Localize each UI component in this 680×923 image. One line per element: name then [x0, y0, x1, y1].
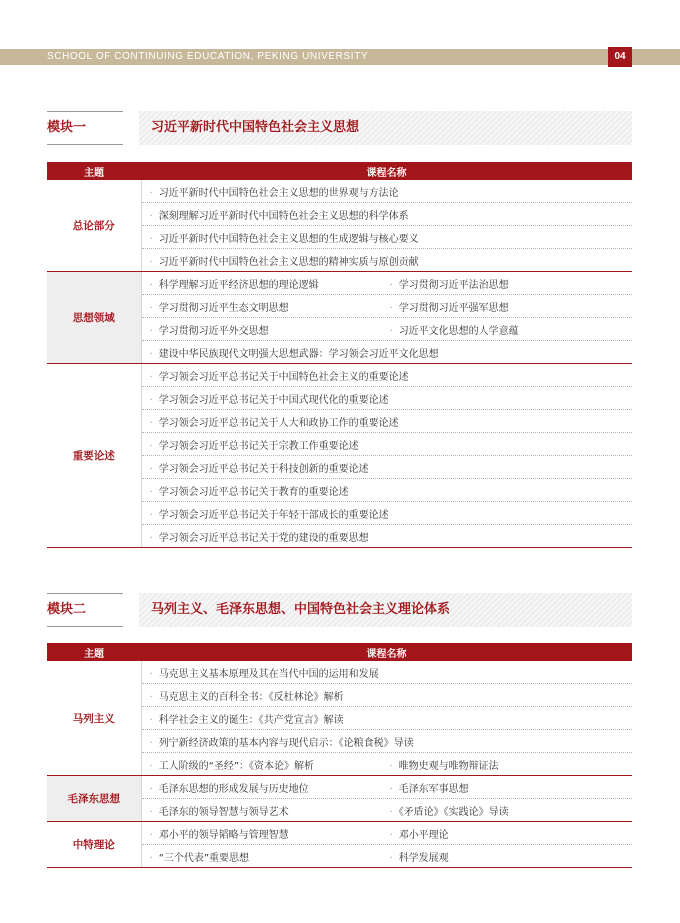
topic-cell: 中特理论: [47, 822, 141, 868]
course-title: · 马克思主义基本原理及其在当代中国的运用和发展: [142, 665, 379, 680]
table-header-row: [47, 162, 632, 180]
course-cell: [141, 295, 632, 318]
course-title: · 学习领会习近平总书记关于中国式现代化的重要论述: [142, 391, 389, 406]
course-title: · 科学理解习近平经济思想的理论逻辑: [142, 276, 382, 291]
course-cell: [141, 707, 632, 730]
course-cell: [141, 799, 632, 822]
module-2-title: 马列主义、毛泽东思想、中国特色社会主义理论体系: [151, 602, 451, 617]
school-name: SCHOOL OF CONTINUING EDUCATION, PEKING UNIVERSITY: [47, 51, 369, 62]
module-1-title: 习近平新时代中国特色社会主义思想: [151, 120, 360, 135]
course-cell: [141, 456, 632, 479]
course-title: · 学习领会习近平总书记关于宗教工作重要论述: [142, 437, 359, 452]
course-cell: [141, 730, 632, 753]
table-row: [47, 822, 632, 845]
course-title: · 邓小平的领导韬略与管理智慧: [142, 826, 382, 841]
module-2-rule-bottom: [47, 626, 123, 627]
module-1-label: 模块一: [47, 120, 87, 135]
course-title: · “三个代表”重要思想: [142, 849, 382, 864]
course-title: · 科学发展观: [382, 849, 449, 864]
course-title: · 唯物史观与唯物辩证法: [382, 757, 499, 772]
course-cell: [141, 249, 632, 272]
course-cell: [141, 364, 632, 387]
col-topic-header: 主题: [47, 643, 141, 661]
course-cell: [141, 845, 632, 868]
module-2-label: 模块二: [47, 602, 87, 617]
course-title: · 科学社会主义的诞生：《共产党宣言》解读: [142, 711, 344, 726]
module-2-rule-top: [47, 593, 123, 594]
module-1-course-table: [47, 162, 632, 548]
course-cell: [141, 753, 632, 776]
course-cell: [141, 776, 632, 799]
course-title: · 建设中华民族现代文明强大思想武器：学习领会习近平文化思想: [142, 345, 439, 360]
table-row: [47, 180, 632, 203]
table-header-row: [47, 643, 632, 661]
table-row: [47, 661, 632, 684]
course-title: · 习近平新时代中国特色社会主义思想的精神实质与原创贡献: [142, 253, 419, 268]
col-course-header: 课程名称: [141, 643, 632, 661]
course-cell: [141, 502, 632, 525]
course-cell: [141, 272, 632, 295]
course-title: · 工人阶级的“圣经”：《资本论》解析: [142, 757, 382, 772]
course-title: · 学习领会习近平总书记关于中国特色社会主义的重要论述: [142, 368, 409, 383]
course-title: · 邓小平理论: [382, 826, 449, 841]
module-2-course-table: [47, 643, 632, 868]
table-row: [47, 272, 632, 295]
course-cell: [141, 822, 632, 845]
course-cell: [141, 433, 632, 456]
module-1-rule-top: [47, 111, 123, 112]
course-cell: [141, 525, 632, 548]
course-title: · 习近平新时代中国特色社会主义思想的生成逻辑与核心要义: [142, 230, 419, 245]
course-title: · 学习领会习近平总书记关于教育的重要论述: [142, 483, 349, 498]
topic-cell: 毛泽东思想: [47, 776, 141, 822]
course-cell: [141, 180, 632, 203]
course-cell: [141, 661, 632, 684]
topic-cell: 重要论述: [47, 364, 141, 548]
course-title: · 毛泽东思想的形成发展与历史地位: [142, 780, 382, 795]
table-row: [47, 776, 632, 799]
course-title: · 学习贯彻习近平法治思想: [382, 276, 509, 291]
course-title: · 毛泽东的领导智慧与领导艺术: [142, 803, 382, 818]
course-title: · 学习领会习近平总书记关于党的建设的重要思想: [142, 529, 369, 544]
course-cell: [141, 387, 632, 410]
course-cell: [141, 226, 632, 249]
col-course-header: 课程名称: [141, 162, 632, 180]
course-cell: [141, 341, 632, 364]
module-1-heading: [47, 111, 632, 145]
course-cell: [141, 203, 632, 226]
table-row: [47, 364, 632, 387]
course-title: · 习近平文化思想的人学意蕴: [382, 322, 519, 337]
page-number: 04: [608, 47, 632, 67]
course-cell: [141, 318, 632, 341]
course-title: · 学习贯彻习近平强军思想: [382, 299, 509, 314]
course-cell: [141, 479, 632, 502]
course-title: · 学习贯彻习近平生态文明思想: [142, 299, 382, 314]
course-cell: [141, 684, 632, 707]
course-title: · 学习领会习近平总书记关于年轻干部成长的重要论述: [142, 506, 389, 521]
course-title: · 马克思主义的百科全书：《反杜林论》解析: [142, 688, 344, 703]
course-cell: [141, 410, 632, 433]
course-title: · 列宁新经济政策的基本内容与现代启示：《论粮食税》导读: [142, 734, 414, 749]
module-2-heading: [47, 593, 632, 627]
course-title: · 深刻理解习近平新时代中国特色社会主义思想的科学体系: [142, 207, 409, 222]
course-title: · 习近平新时代中国特色社会主义思想的世界观与方法论: [142, 184, 399, 199]
course-title: · 学习贯彻习近平外交思想: [142, 322, 382, 337]
col-topic-header: 主题: [47, 162, 141, 180]
course-title: · 《矛盾论》《实践论》导读: [382, 803, 509, 818]
topic-cell: 马列主义: [47, 661, 141, 776]
topic-cell: 总论部分: [47, 180, 141, 272]
course-title: · 学习领会习近平总书记关于科技创新的重要论述: [142, 460, 369, 475]
module-1-rule-bottom: [47, 144, 123, 145]
course-title: · 学习领会习近平总书记关于人大和政协工作的重要论述: [142, 414, 399, 429]
topic-cell: 思想领域: [47, 272, 141, 364]
course-title: · 毛泽东军事思想: [382, 780, 469, 795]
